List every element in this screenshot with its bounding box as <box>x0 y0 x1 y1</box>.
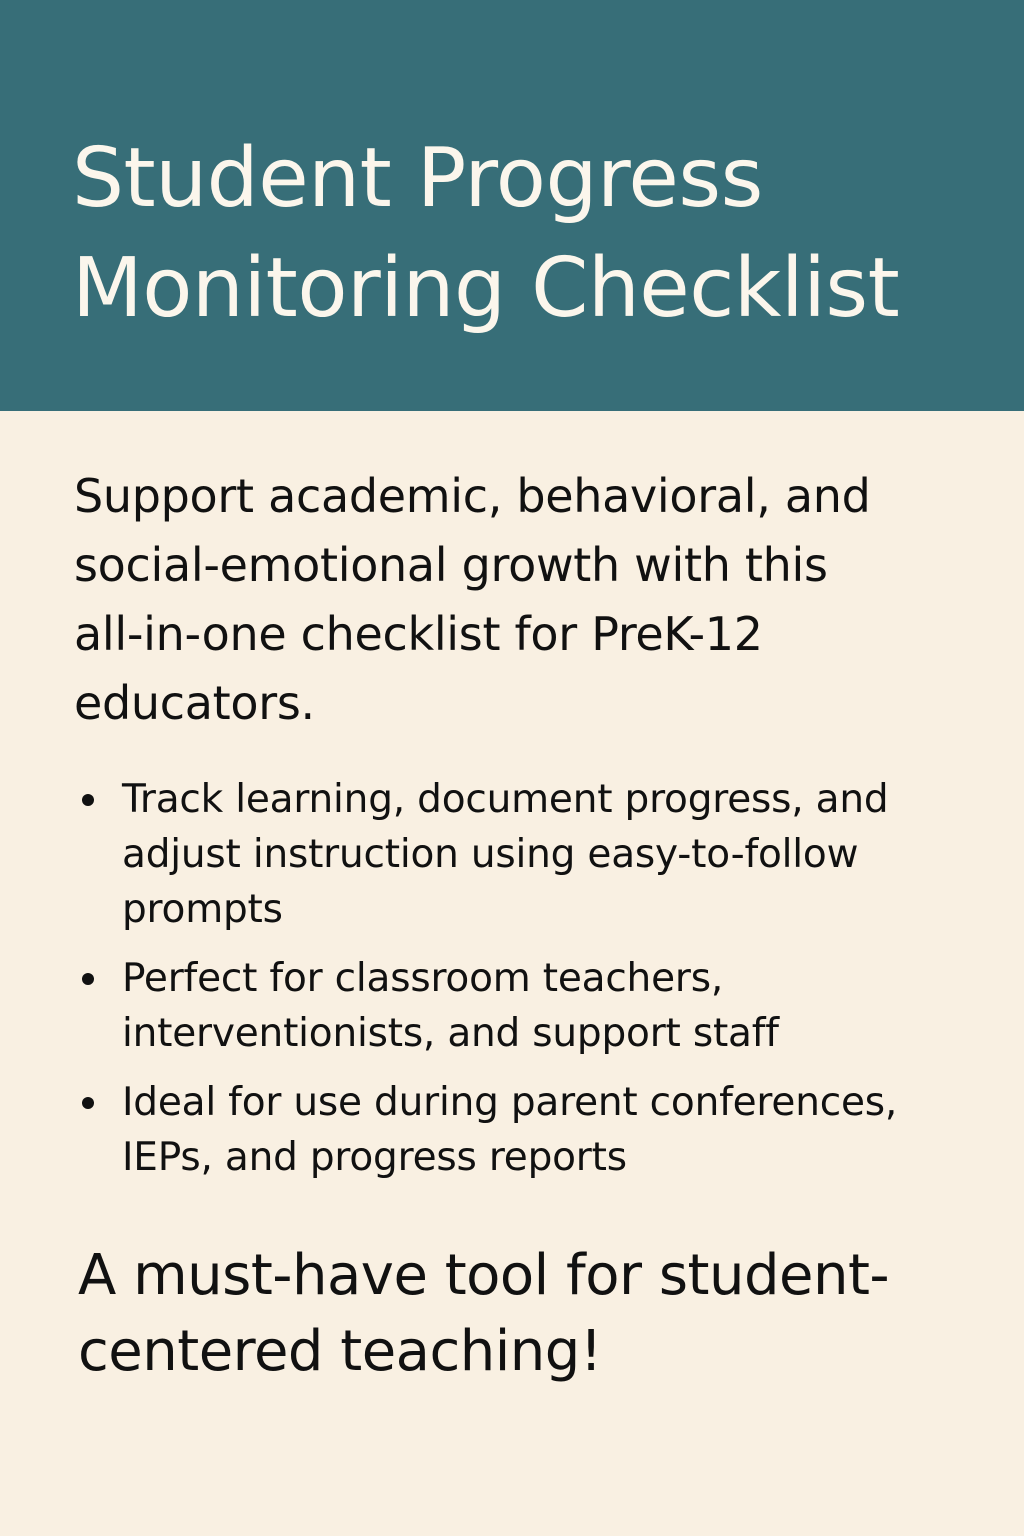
feature-line: IEPs, and progress reports <box>122 1135 627 1180</box>
closing-line-1: A must-have tool for student- <box>78 1243 890 1308</box>
intro-line-3: all-in-one checklist for PreK-12 <box>74 607 763 661</box>
feature-item-uses <box>0 1075 1024 1185</box>
intro-line-1: Support academic, behavioral, and <box>74 469 871 523</box>
intro-paragraph <box>74 462 994 738</box>
header-banner <box>0 0 1024 411</box>
bullet-icon <box>82 794 94 806</box>
feature-text <box>122 951 1024 1061</box>
feature-line: interventionists, and support staff <box>122 1011 779 1056</box>
feature-item-tracking <box>0 772 1024 937</box>
bullet-icon <box>82 1097 94 1109</box>
feature-line: adjust instruction using easy-to-follow <box>122 832 859 877</box>
closing-line-2: centered teaching! <box>78 1319 602 1384</box>
feature-text <box>122 772 1024 937</box>
intro-line-2: social-emotional growth with this <box>74 538 828 592</box>
title-line-1: Student Progress <box>72 131 763 226</box>
feature-line: Perfect for classroom teachers, <box>122 956 724 1001</box>
feature-item-audience <box>0 951 1024 1061</box>
intro-line-4: educators. <box>74 676 315 730</box>
feature-list <box>0 772 1024 1199</box>
feature-text <box>122 1075 1024 1185</box>
feature-line: prompts <box>122 887 283 932</box>
page-title <box>72 124 1012 344</box>
title-line-2: Monitoring Checklist <box>72 241 900 336</box>
feature-line: Ideal for use during parent conferences, <box>122 1080 898 1125</box>
bullet-icon <box>82 973 94 985</box>
closing-statement <box>78 1238 998 1390</box>
feature-line: Track learning, document progress, and <box>122 777 889 822</box>
